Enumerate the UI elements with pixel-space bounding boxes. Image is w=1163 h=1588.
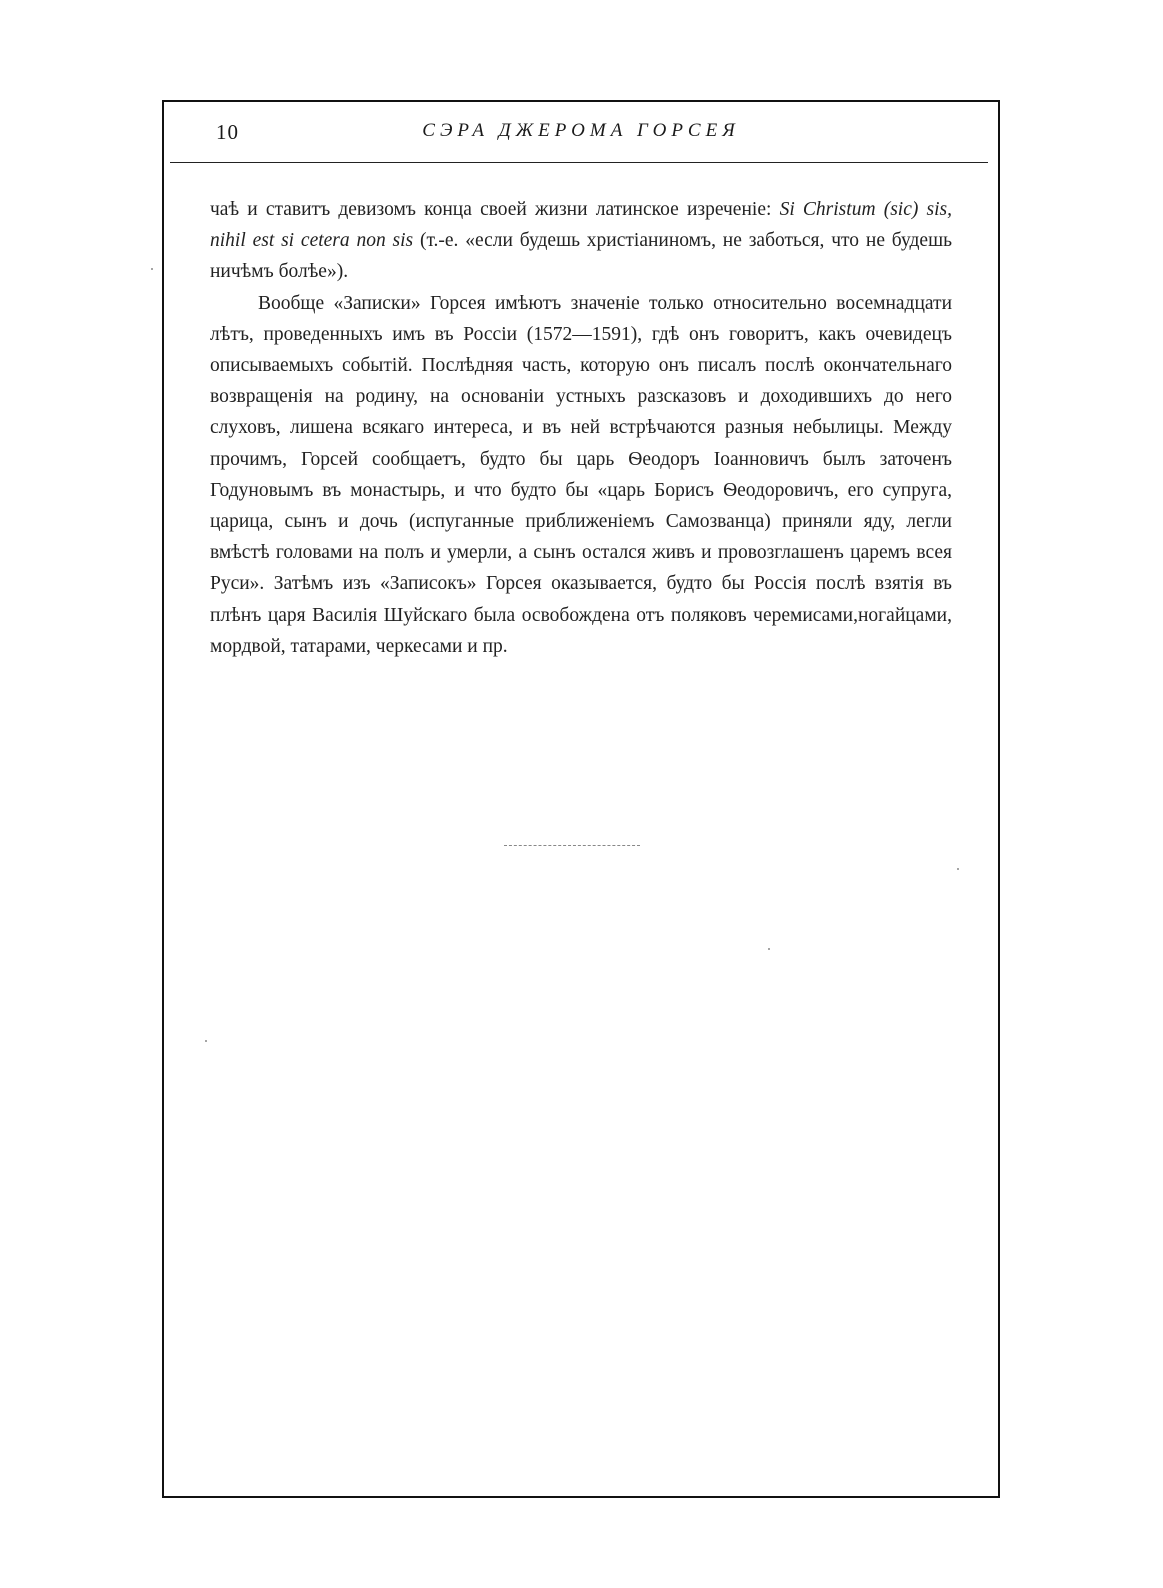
paragraph-text: (т.-е. «если будешь христіаниномъ, не заботься, что не будешь ничѣмъ болѣе»). <box>210 230 952 283</box>
paragraph: Вообще «Записки» Горсея имѣютъ значеніе только относительно восемнадцати лѣтъ, проведенныхъ имъ въ Россіи (1572—1591), гдѣ онъ говоритъ, какъ очевидецъ описываемыхъ событій. Послѣдняя часть, которую онъ писалъ послѣ окончательнаго возвращенія на родину, на основаніи устныхъ разсказовъ и доходившихъ до него слуховъ, лишена всякаго интереса, и въ ней встрѣчаются разныя небылицы. Между прочимъ, Горсей сообщаетъ, будто бы царь Ѳеодоръ Іоанновичъ былъ заточенъ Годуновымъ въ монастырь, и что будто бы «царь Борисъ Ѳеодоровичъ, его супруга, царица, сынъ и дочь (испуганные приближеніемъ Самозванца) приняли яду, легли вмѣстѣ головами на полъ и умерли, а сынъ остался живъ и провозглашенъ царемъ всея Руси». Затѣмъ изъ «Записокъ» Горсея оказывается, будто бы Россія послѣ взятія въ плѣнъ царя Василія Шуйскаго была освобождена отъ поляковъ черемисами,ногайцами, мордвой, татарами, черкесами и пр. <box>210 292 952 657</box>
header-rule <box>170 162 988 163</box>
running-head: СЭРА ДЖЕРОМА ГОРСЕЯ <box>422 120 740 141</box>
scan-speck <box>205 1040 207 1042</box>
scan-speck <box>151 268 153 270</box>
scan-speck <box>768 948 770 950</box>
body-text <box>210 194 952 662</box>
paragraph-text: чаѣ и ставитъ девизомъ конца своей жизни латинское изреченіе: <box>210 199 780 220</box>
section-end-rule <box>504 845 640 846</box>
page-header <box>164 102 998 164</box>
page-frame <box>162 100 1000 1498</box>
latin-motto: Si Christum (sic) sis, nihil est si cetera non sis <box>210 199 953 252</box>
scan-speck <box>957 868 959 870</box>
paragraph-continued <box>210 194 952 288</box>
page-number: 10 <box>216 120 239 144</box>
